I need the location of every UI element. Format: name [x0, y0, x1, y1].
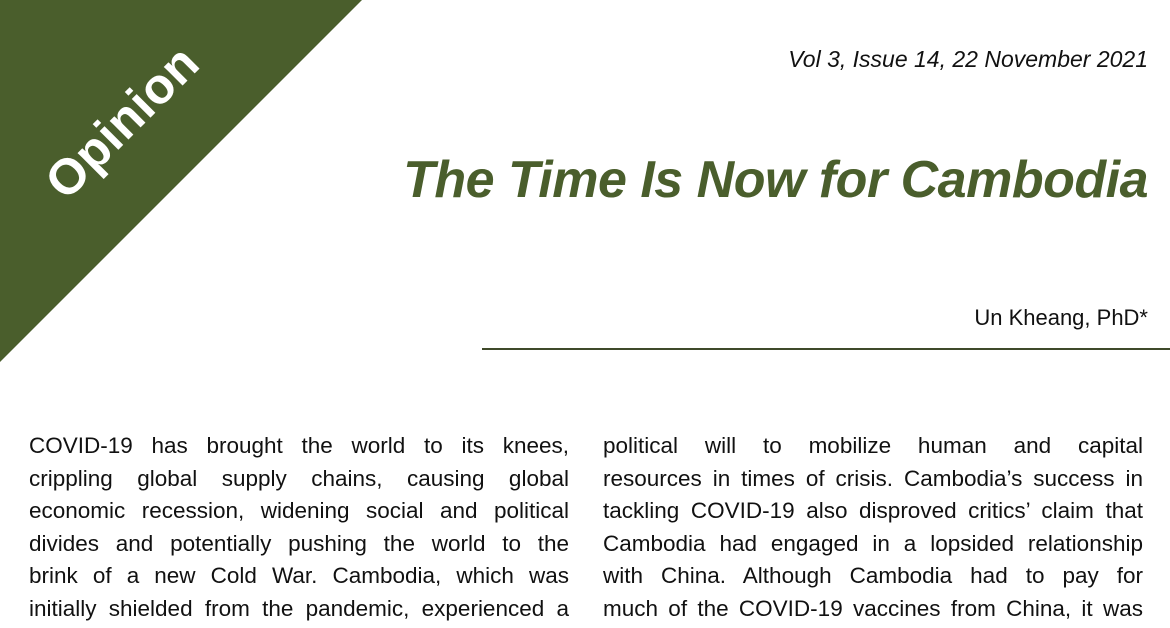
body-line: brink of a new Cold War. Cambodia, which was [29, 563, 569, 589]
body-line: with China. Although Cambodia had to pay for [603, 563, 1143, 589]
section-label: Opinion [34, 34, 210, 210]
body-line: tackling COVID-19 also disproved critics’ claim that [603, 498, 1143, 524]
article-title: The Time Is Now for Cambodia [403, 151, 1148, 209]
body-column-right [603, 430, 1143, 626]
body-line: crippling global supply chains, causing global [29, 465, 569, 491]
body-line: Cambodia had engaged in a lopsided relationship [603, 530, 1143, 556]
body-line: much of the COVID-19 vaccines from China, it was [603, 595, 1143, 621]
body-column-left [29, 430, 569, 626]
body-line: resources in times of crisis. Cambodia’s success in [603, 465, 1143, 491]
body-line: economic recession, widening social and political [29, 498, 569, 524]
body-line: political will to mobilize human and capital [603, 433, 1143, 458]
author-name: Un Kheang, PhD* [974, 305, 1148, 330]
issue-date: Vol 3, Issue 14, 22 November 2021 [788, 46, 1148, 72]
header-divider [482, 348, 1170, 350]
body-line: divides and potentially pushing the world to the [29, 530, 569, 556]
body-line: COVID-19 has brought the world to its knees, [29, 433, 569, 458]
body-line: initially shielded from the pandemic, experienced a [29, 595, 569, 621]
